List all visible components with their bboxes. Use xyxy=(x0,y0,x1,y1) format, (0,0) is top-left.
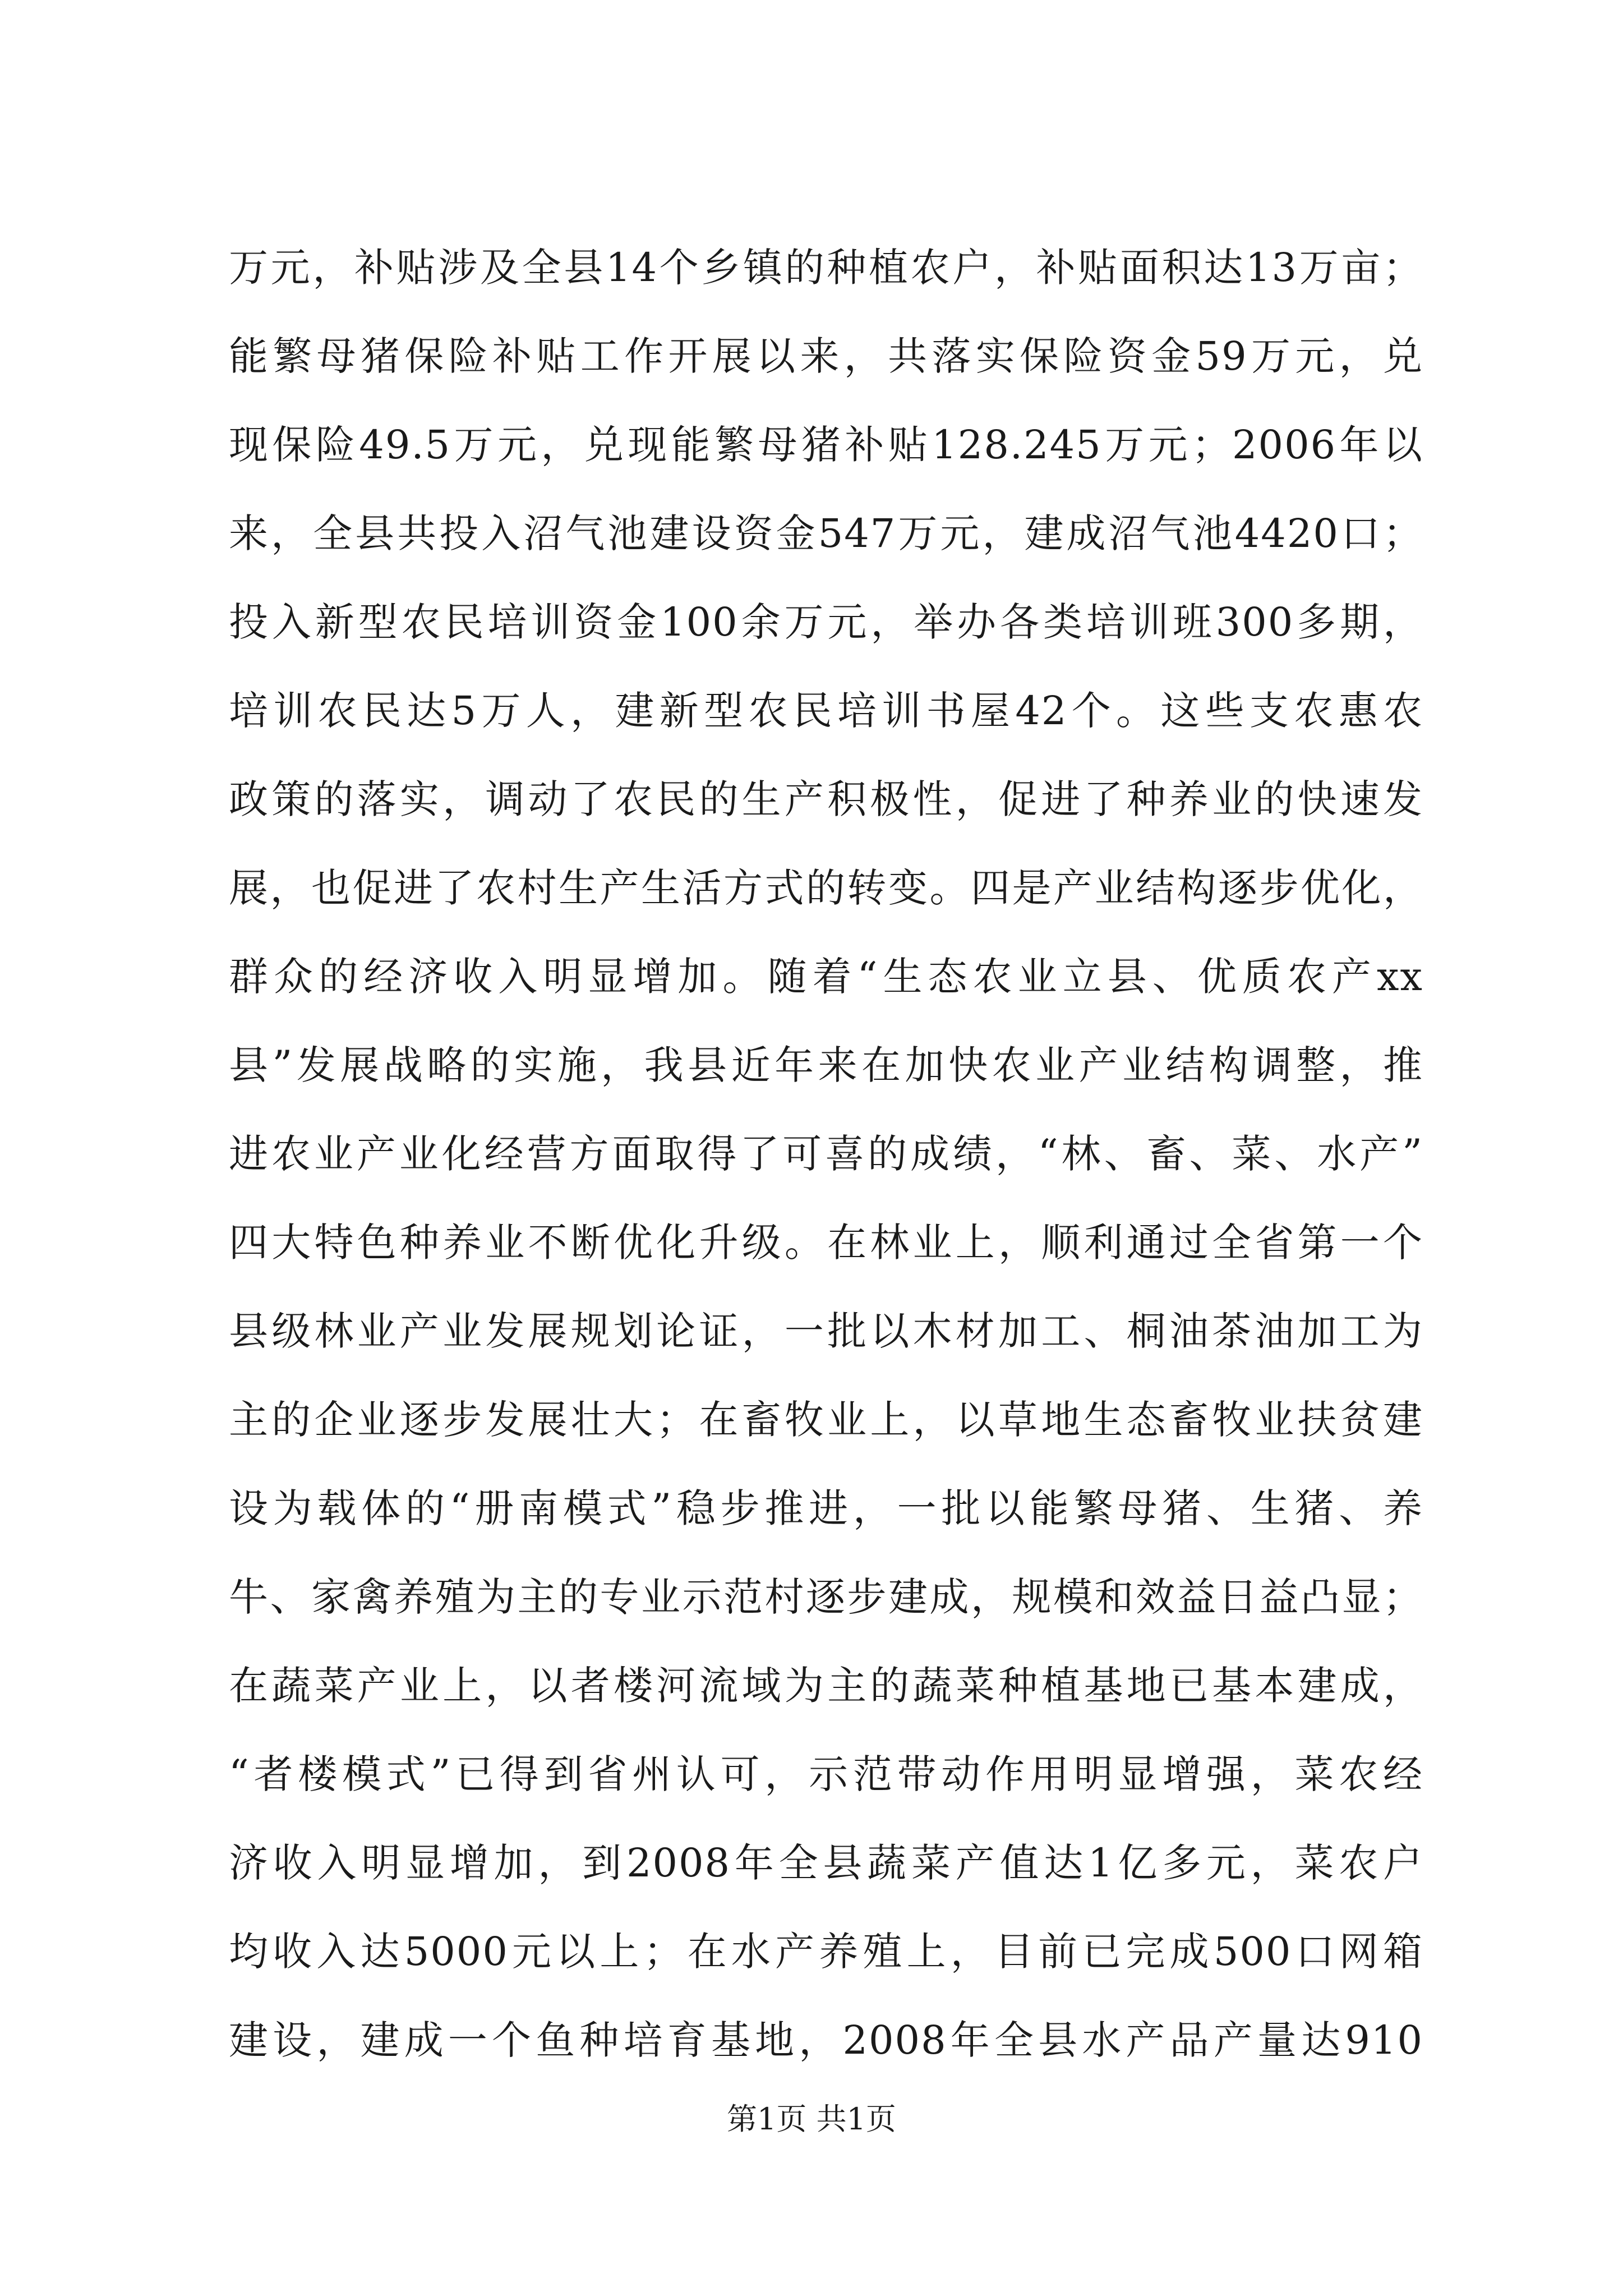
text-line: 进农业产业化经营方面取得了可喜的成绩，“林、畜、菜、水产” xyxy=(229,1131,1423,1177)
text-line: 群众的经济收入明显增加。随着“生态农业立县、优质农产xx xyxy=(229,954,1423,1000)
text-line: 来，全县共投入沼气池建设资金547万元，建成沼气池4420口； xyxy=(229,510,1423,556)
text-line: “者楼模式”已得到省州认可，示范带动作用明显增强，菜农经 xyxy=(229,1751,1423,1797)
text-line: 培训农民达5万人，建新型农民培训书屋42个。这些支农惠农 xyxy=(229,688,1423,734)
text-line: 现保险49.5万元，兑现能繁母猪补贴128.245万元；2006年以 xyxy=(229,422,1423,468)
text-line: 四大特色种养业不断优化升级。在林业上，顺利通过全省第一个 xyxy=(229,1220,1423,1266)
text-line: 万元，补贴涉及全县14个乡镇的种植农户，补贴面积达13万亩； xyxy=(229,245,1423,291)
page-footer: 第1页 共1页 xyxy=(727,2101,896,2137)
text-line: 县级林业产业发展规划论证，一批以木材加工、桐油茶油加工为 xyxy=(229,1308,1423,1354)
text-line: 主的企业逐步发展壮大；在畜牧业上，以草地生态畜牧业扶贫建 xyxy=(229,1397,1423,1443)
text-line: 县”发展战略的实施，我县近年来在加快农业产业结构调整，推 xyxy=(229,1042,1423,1088)
text-line: 能繁母猪保险补贴工作开展以来，共落实保险资金59万元，兑 xyxy=(229,333,1423,379)
text-line: 均收入达5000元以上；在水产养殖上，目前已完成500口网箱 xyxy=(229,1929,1423,1975)
text-line: 投入新型农民培训资金100余万元，举办各类培训班300多期， xyxy=(229,599,1423,645)
body-text xyxy=(229,223,1423,2085)
text-line: 政策的落实，调动了农民的生产积极性，促进了种养业的快速发 xyxy=(229,776,1423,822)
text-line: 展，也促进了农村生产生活方式的转变。四是产业结构逐步优化， xyxy=(229,865,1423,911)
text-line: 建设，建成一个鱼种培育基地，2008年全县水产品产量达910 xyxy=(229,2017,1423,2063)
text-line: 牛、家禽养殖为主的专业示范村逐步建成，规模和效益日益凸显； xyxy=(229,1574,1423,1620)
text-line: 在蔬菜产业上，以者楼河流域为主的蔬菜种植基地已基本建成， xyxy=(229,1663,1423,1709)
text-line: 设为载体的“册南模式”稳步推进，一批以能繁母猪、生猪、养 xyxy=(229,1485,1423,1531)
text-line: 济收入明显增加，到2008年全县蔬菜产值达1亿多元，菜农户 xyxy=(229,1840,1423,1886)
